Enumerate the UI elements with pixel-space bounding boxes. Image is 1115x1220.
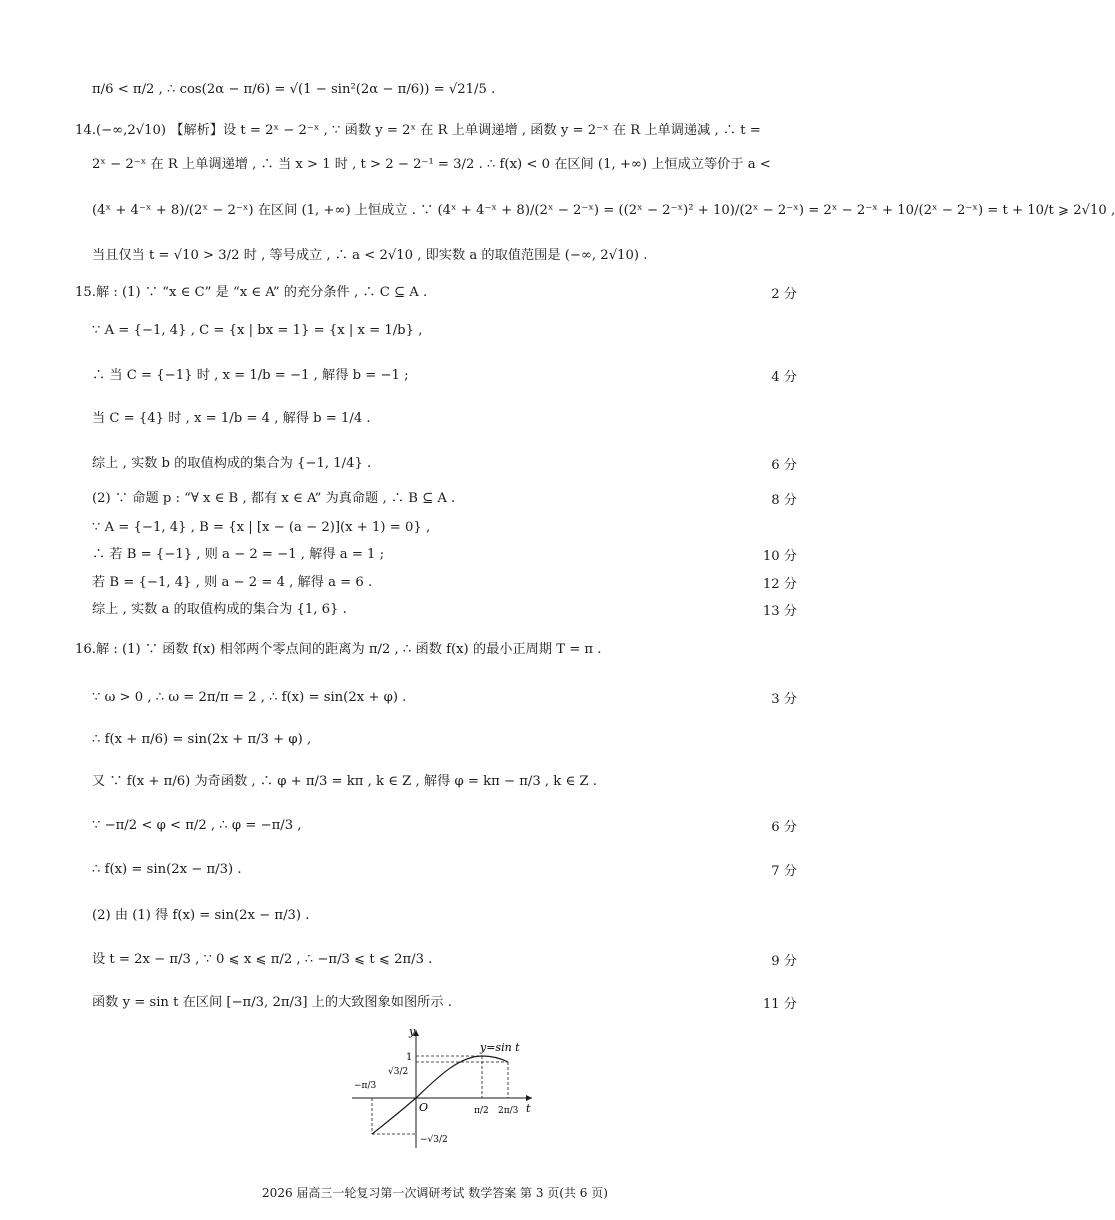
- line-17: ∵ ω > 0 , ∴ ω = 2π/π = 2 , ∴ f(x) = sin(2x + φ) .: [92, 690, 407, 705]
- label-two-pi-third: 2π/3: [498, 1106, 519, 1116]
- label-sqrt3-half: √3/2: [388, 1067, 409, 1077]
- label-t: t: [526, 1102, 531, 1115]
- line-2: 14.(−∞,2√10) 【解析】设 t = 2ˣ − 2⁻ˣ , ∵ 函数 y = 2ˣ 在 R 上单调递增 , 函数 y = 2⁻ˣ 在 R 上单调递减 , ∴ t =: [75, 123, 761, 138]
- line-3: 2ˣ − 2⁻ˣ 在 R 上单调递增 , ∴ 当 x > 1 时 , t > 2 − 2⁻¹ = 3/2 . ∴ f(x) < 0 在区间 (1, +∞) 上恒成立等价于 a <: [92, 157, 771, 172]
- line-20: ∵ −π/2 < φ < π/2 , ∴ φ = −π/3 ,: [92, 818, 302, 833]
- line-22: (2) 由 (1) 得 f(x) = sin(2x − π/3) .: [92, 908, 310, 923]
- label-curve: y=sin t: [480, 1041, 520, 1054]
- line-5: 当且仅当 t = √10 > 3/2 时 , 等号成立 , ∴ a < 2√10 , 即实数 a 的取值范围是 (−∞, 2√10) .: [92, 248, 648, 263]
- line-6: 15.解 : (1) ∵ “x ∈ C” 是 “x ∈ A” 的充分条件 , ∴ C ⊆ A .: [75, 285, 428, 300]
- page-footer: 2026 届高三一轮复习第一次调研考试 数学答案 第 3 页(共 6 页): [262, 1186, 608, 1200]
- score-4: 4 分: [771, 370, 797, 385]
- score-8: 8 分: [771, 493, 797, 508]
- score-13: 13 分: [762, 604, 797, 619]
- line-9: 当 C = {4} 时 , x = 1/b = 4 , 解得 b = 1/4 .: [92, 411, 371, 426]
- score-7: 7 分: [771, 864, 797, 879]
- line-11: (2) ∵ 命题 p : “∀ x ∈ B , 都有 x ∈ A” 为真命题 , ∴ B ⊆ A .: [92, 491, 456, 506]
- line-8: ∴ 当 C = {−1} 时 , x = 1/b = −1 , 解得 b = −1 ;: [92, 368, 409, 383]
- line-24: 函数 y = sin t 在区间 [−π/3, 2π/3] 上的大致图象如图所示 .: [92, 995, 452, 1010]
- score-12: 12 分: [762, 577, 797, 592]
- line-23: 设 t = 2x − π/3 , ∵ 0 ⩽ x ⩽ π/2 , ∴ −π/3 ⩽ t ⩽ 2π/3 .: [92, 952, 433, 967]
- score-11: 11 分: [762, 997, 797, 1012]
- line-16: 16.解 : (1) ∵ 函数 f(x) 相邻两个零点间的距离为 π/2 , ∴ 函数 f(x) 的最小正周期 T = π .: [75, 642, 602, 657]
- t-axis-arrow: [526, 1095, 532, 1101]
- label-origin: O: [419, 1101, 429, 1114]
- score-9: 9 分: [771, 954, 797, 969]
- line-12: ∵ A = {−1, 4} , B = {x | [x − (a − 2)](x + 1) = 0} ,: [92, 520, 431, 535]
- score-2: 2 分: [771, 287, 797, 302]
- label-y: y: [409, 1025, 416, 1038]
- line-21: ∴ f(x) = sin(2x − π/3) .: [92, 862, 242, 877]
- label-neg-pi-third: −π/3: [354, 1081, 377, 1091]
- line-7: ∵ A = {−1, 4} , C = {x | bx = 1} = {x | x = 1/b} ,: [92, 323, 423, 338]
- score-6: 6 分: [771, 458, 797, 473]
- line-1: π/6 < π/2 , ∴ cos(2α − π/6) = √(1 − sin²(2α − π/6)) = √21/5 .: [92, 82, 496, 97]
- label-pi-half: π/2: [474, 1106, 489, 1116]
- line-18: ∴ f(x + π/6) = sin(2x + π/3 + φ) ,: [92, 732, 312, 747]
- line-13: ∴ 若 B = {−1} , 则 a − 2 = −1 , 解得 a = 1 ;: [92, 547, 385, 562]
- line-10: 综上 , 实数 b 的取值构成的集合为 {−1, 1/4} .: [92, 456, 372, 471]
- sine-graph: [340, 1020, 540, 1160]
- line-19: 又 ∵ f(x + π/6) 为奇函数 , ∴ φ + π/3 = kπ , k ∈ Z , 解得 φ = kπ − π/3 , k ∈ Z .: [92, 774, 597, 789]
- line-14: 若 B = {−1, 4} , 则 a − 2 = 4 , 解得 a = 6 .: [92, 575, 373, 590]
- label-neg-sqrt3-half: −√3/2: [420, 1135, 448, 1145]
- score-6b: 6 分: [771, 820, 797, 835]
- score-10: 10 分: [762, 549, 797, 564]
- label-one: 1: [406, 1052, 413, 1063]
- line-15: 综上 , 实数 a 的取值构成的集合为 {1, 6} .: [92, 602, 347, 617]
- score-3: 3 分: [771, 692, 797, 707]
- line-4: (4ˣ + 4⁻ˣ + 8)/(2ˣ − 2⁻ˣ) 在区间 (1, +∞) 上恒成立 . ∵ (4ˣ + 4⁻ˣ + 8)/(2ˣ − 2⁻ˣ) = ((2ˣ − 2⁻ˣ)² + 10)/(2ˣ − 2⁻ˣ) = 2ˣ − 2⁻ˣ + 10/(2ˣ − 2⁻ˣ) = t + 10/t ⩾ 2√10 ,: [92, 203, 1115, 218]
